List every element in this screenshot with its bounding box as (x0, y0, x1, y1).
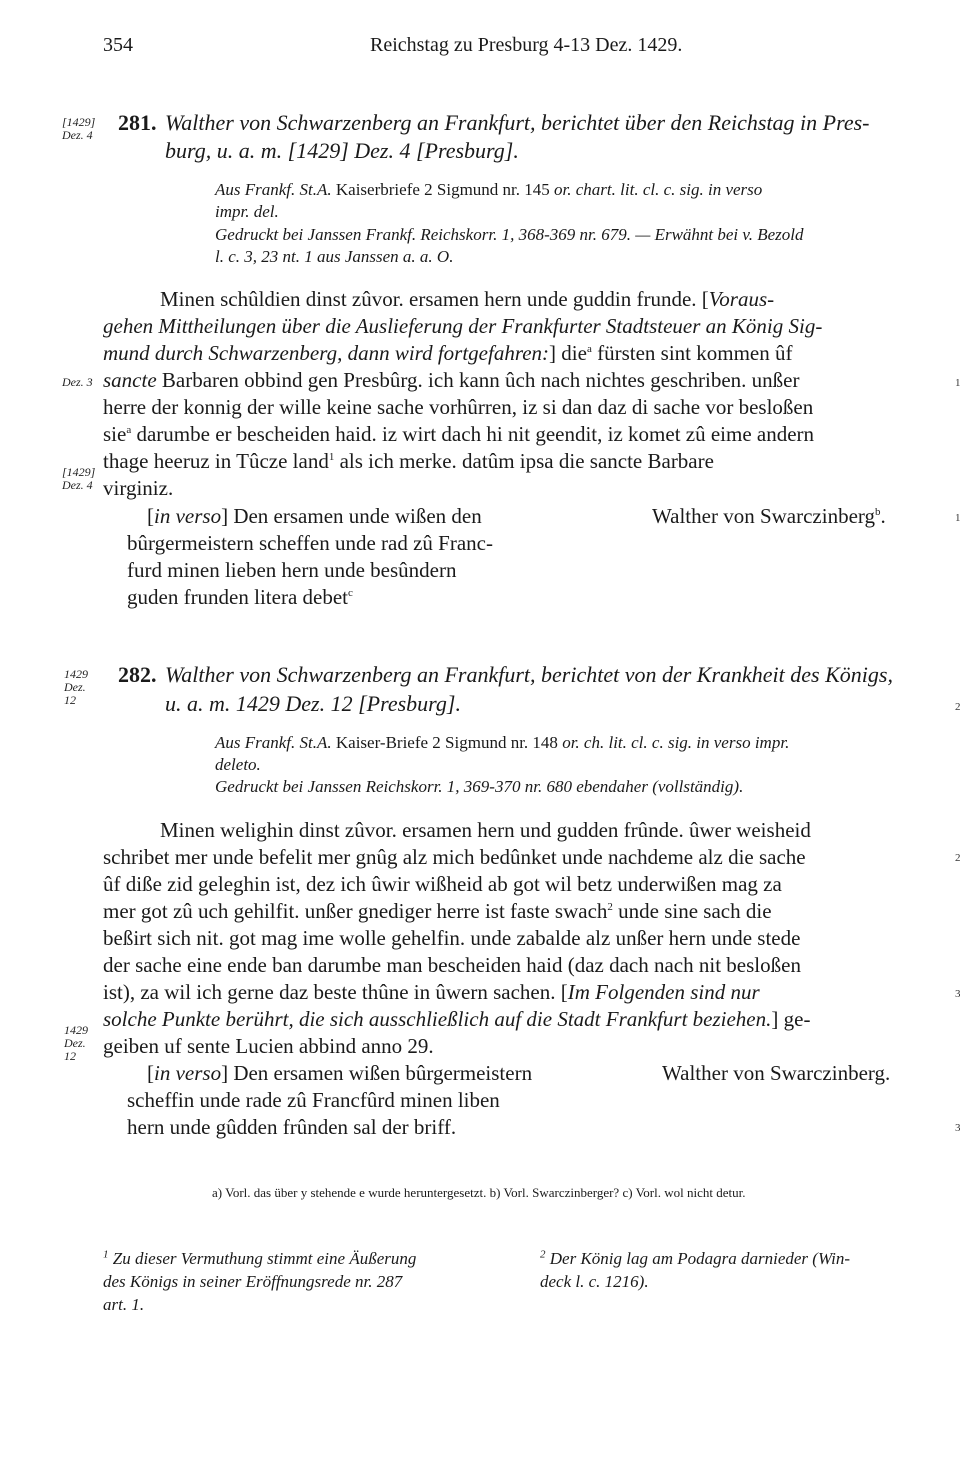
body-line: geiben uf sente Lucien abbind anno 29. (103, 1034, 434, 1058)
source-line: Gedruckt bei Janssen Frankf. Reichskorr. 1, 368-369 nr. 679. — Erwähnt bei v. Bezold (215, 225, 804, 244)
document-title-line: u. a. m. 1429 Dez. 12 [Presburg]. (165, 691, 461, 716)
verso-address-line: [in verso] Den ersamen wißen bûrgermeistern (147, 1061, 533, 1085)
running-title: Reichstag zu Presburg 4-13 Dez. 1429. (370, 34, 683, 56)
document-number: 281. (118, 110, 157, 135)
verso-address-line: hern unde gûdden frûnden sal der briff. (127, 1115, 457, 1139)
margin-date: 1429 Dez. 12 (64, 1023, 88, 1063)
signature: Walther von Swarczinberg. (662, 1061, 891, 1085)
verso-address-line: bûrgermeistern scheffen unde rad zû Franc- (127, 531, 493, 555)
verso-address-line: scheffin unde rade zû Francfûrd minen liben (127, 1088, 500, 1112)
footnote-line: art. 1. (103, 1295, 145, 1314)
body-line: schribet mer unde befelit mer gnûg alz mich bedûnket unde nachdeme alz die sache (103, 845, 806, 869)
verso-address-line: furd minen lieben hern unde besûndern (127, 558, 457, 582)
body-line: herre der konnig der wille keine sache vorhûrren, iz si dan daz di sache vor besloßen (103, 395, 814, 419)
margin-date: 1429 Dez. 12 (64, 667, 88, 707)
body-line: thage heeruz in Tûcze land$^1$ als ich merke. datûm ipsa die sancte Barbare (103, 449, 714, 473)
source-line: Aus Frankf. St.A. Kaiserbriefe 2 Sigmund nr. 145 or. chart. lit. cl. c. sig. in verso (215, 180, 763, 199)
page-number: 354 (103, 34, 133, 56)
signature: Walther von Swarczinberg$^b$. (652, 504, 886, 528)
line-number: 2 (955, 852, 960, 864)
verso-address-line: guden frunden litera debet$^c$ (127, 585, 353, 609)
body-line: gehen Mittheilungen über die Auslieferung der Frankfurter Stadtsteuer an König Sig- (103, 314, 823, 338)
source-line: Aus Frankf. St.A. Kaiser-Briefe 2 Sigmund nr. 148 or. ch. lit. cl. c. sig. in verso impr. (215, 733, 790, 752)
document-title-line: burg, u. a. m. [1429] Dez. 4 [Presburg]. (165, 138, 519, 163)
margin-date: Dez. 3 (62, 375, 93, 389)
footnote-line: des Königs in seiner Eröffnungsrede nr. 287 (103, 1272, 403, 1291)
body-line: Minen welighin dinst zûvor. ersamen hern und gudden frûnde. ûwer weisheid (160, 818, 811, 842)
body-line: ist), za wil ich gerne daz beste thûne in ûwern sachen. [Im Folgenden sind nur (103, 980, 760, 1004)
body-line: virginiz. (103, 476, 174, 500)
line-number: 2 (955, 701, 960, 713)
body-line: Minen schûldien dinst zûvor. ersamen hern unde guddin frunde. [Voraus- (160, 287, 775, 311)
margin-date: [1429] Dez. 4 (62, 115, 96, 142)
source-line: deleto. (215, 755, 261, 774)
document-title-line: Walther von Schwarzenberg an Frankfurt, berichtet von der Krankheit des Königs, (165, 662, 893, 687)
body-line: solche Punkte berührt, die sich ausschließlich auf die Stadt Frankfurt beziehen.] ge- (103, 1007, 811, 1031)
body-line: sie$^a$ darumbe er bescheiden haid. iz wirt dach hi nit geendit, iz komet zû eime andern (103, 422, 815, 446)
footnote-line: deck l. c. 1216). (540, 1272, 649, 1291)
footnote-line: $^2$ Der König lag am Podagra darnieder (Win- (540, 1248, 851, 1268)
line-number: 3 (955, 1122, 960, 1134)
body-line: sancte Barbaren obbind gen Presbûrg. ich kann ûch nach nichtes geschriben. unßer (103, 368, 800, 392)
body-line: ûf diße zid geleghin ist, dez ich ûwir wißheid ab got wil betz underwißen mag za (103, 872, 782, 896)
body-line: mer got zû uch gehilfit. unßer gnediger herre ist faste swach$^2$ unde sine sach die (103, 899, 772, 923)
source-line: impr. del. (215, 202, 279, 221)
line-number: 3 (955, 988, 960, 1000)
source-line: Gedruckt bei Janssen Reichskorr. 1, 369-370 nr. 680 ebendaher (vollständig). (215, 777, 744, 796)
line-number: 1 (955, 512, 960, 524)
document-title-line: Walther von Schwarzenberg an Frankfurt, berichtet über den Reichstag in Pres- (165, 110, 870, 135)
footnote-line: $^1$ Zu dieser Vermuthung stimmt eine Äußerung (103, 1248, 417, 1268)
source-line: l. c. 3, 23 nt. 1 aus Janssen a. a. O. (215, 247, 454, 266)
body-line: der sache eine ende ban darumbe man bescheiden haid (daz dach nach nit besloßen (103, 953, 801, 977)
body-line: mund durch Schwarzenberg, dann wird fortgefahren:] die$^a$ fürsten sint kommen ûf (103, 341, 793, 365)
margin-date: [1429] Dez. 4 (62, 465, 96, 492)
critical-notes: a) Vorl. das über y stehende e wurde heruntergesetzt. b) Vorl. Swarczinberger? c) Vorl. wol nicht detur. (212, 1185, 746, 1200)
verso-address-line: [in verso] Den ersamen unde wißen den (147, 504, 482, 528)
line-number: 1 (955, 377, 960, 389)
document-number: 282. (118, 662, 157, 687)
body-line: beßirt sich nit. got mag ime wolle gehelfin. unde zabalde alz unßer hern unde stede (103, 926, 801, 950)
